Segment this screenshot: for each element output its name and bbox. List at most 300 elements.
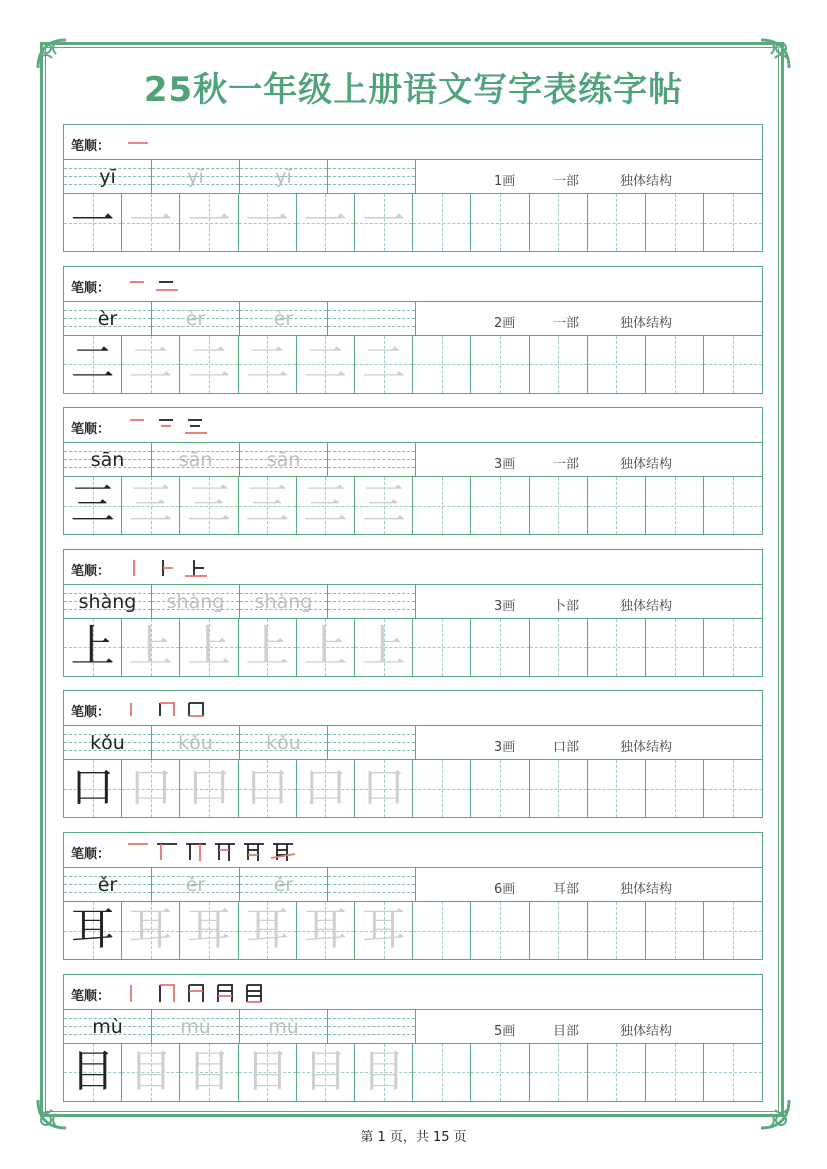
structure-text: 独体结构 [620, 315, 673, 331]
pinyin-guide-line [328, 467, 415, 468]
radical-text: 口部 [553, 740, 580, 756]
model-character: 耳 [70, 904, 115, 955]
radical-text: 卜部 [553, 598, 580, 614]
writing-cell[interactable] [297, 477, 355, 534]
pinyin-guide-line [328, 168, 415, 169]
grid-guide-horizontal [530, 364, 587, 365]
pinyin-cell [152, 585, 240, 618]
pinyin-row [64, 160, 762, 194]
writing-cell[interactable] [64, 902, 122, 959]
stroke-step-icon [124, 131, 152, 155]
grid-guide-horizontal [704, 1072, 762, 1073]
trace-character: 三 [245, 479, 290, 531]
writing-cell[interactable] [180, 902, 238, 959]
writing-cell[interactable] [530, 760, 588, 817]
pinyin-guide-line [328, 1034, 415, 1035]
grid-guide-horizontal [471, 647, 528, 648]
writing-cell[interactable] [355, 194, 413, 251]
pinyin-cell [328, 1010, 416, 1043]
stroke-count-text: 6画 [494, 882, 516, 897]
writing-cell[interactable] [239, 619, 297, 676]
radical-text: 目部 [553, 1023, 580, 1039]
model-character: 目 [70, 1045, 115, 1097]
writing-cell[interactable] [122, 477, 180, 534]
pinyin-guide-line [328, 734, 415, 735]
pinyin-cell [240, 160, 328, 193]
model-character: 一 [70, 196, 115, 247]
writing-cell[interactable] [471, 336, 529, 393]
pinyin-cell [240, 726, 328, 759]
trace-character: 三 [361, 479, 406, 531]
trace-character: 目 [186, 1045, 231, 1097]
pinyin-guide-line [328, 451, 415, 452]
stroke-order-row [64, 125, 762, 160]
writing-cell[interactable] [355, 336, 413, 393]
grid-guide-horizontal [646, 647, 703, 648]
writing-cell[interactable] [646, 760, 704, 817]
writing-grid-row [64, 619, 762, 676]
writing-cell[interactable] [122, 194, 180, 251]
grid-guide-horizontal [588, 1072, 645, 1073]
pinyin-trace-text: yī [187, 166, 204, 188]
stroke-count-text: 2画 [494, 315, 516, 331]
writing-cell[interactable] [588, 902, 646, 959]
trace-character: 二 [245, 337, 290, 389]
writing-cell[interactable] [704, 336, 762, 393]
stroke-order-label: 笔顺： [71, 847, 111, 862]
stroke-step-icon [153, 839, 181, 863]
stroke-count-text: 3画 [494, 598, 516, 614]
trace-character: 一 [245, 196, 290, 247]
structure-text: 独体结构 [620, 598, 673, 614]
stroke-step-icon [153, 273, 181, 297]
structure-text: 独体结构 [620, 1023, 673, 1039]
trace-character: 口 [245, 762, 290, 814]
writing-cell[interactable] [588, 336, 646, 393]
grid-guide-horizontal [413, 647, 470, 648]
radical-text: 耳部 [553, 882, 580, 897]
pinyin-text: èr [97, 307, 118, 330]
structure-text: 独体结构 [620, 740, 673, 756]
writing-cell[interactable] [413, 194, 471, 251]
grid-guide-horizontal [588, 647, 645, 648]
pinyin-cell [152, 160, 240, 193]
pinyin-cell [152, 302, 240, 335]
writing-cell[interactable] [122, 902, 180, 959]
pinyin-cell [64, 1010, 152, 1043]
grid-guide-horizontal [704, 223, 762, 224]
writing-cell[interactable] [413, 1044, 471, 1101]
pinyin-guide-line [328, 184, 415, 185]
model-character: 口 [70, 762, 115, 814]
trace-character: 一 [128, 196, 173, 247]
model-character: 二 [70, 337, 115, 389]
writing-cell[interactable] [471, 619, 529, 676]
pinyin-trace-text: shàng [166, 590, 225, 613]
grid-guide-horizontal [471, 789, 528, 790]
pinyin-row [64, 726, 762, 760]
pinyin-cell [64, 443, 152, 476]
trace-character: 上 [361, 620, 406, 672]
writing-cell[interactable] [646, 902, 704, 959]
pinyin-text: yī [99, 166, 116, 188]
grid-guide-horizontal [704, 931, 762, 932]
pinyin-cell [328, 302, 416, 335]
pinyin-guide-line [328, 742, 415, 743]
grid-guide-horizontal [530, 789, 587, 790]
structure-text: 独体结构 [620, 457, 673, 473]
grid-guide-horizontal [646, 506, 703, 507]
pinyin-guide-line [328, 884, 415, 885]
trace-character: 目 [128, 1045, 173, 1097]
stroke-order-label: 笔顺： [71, 139, 111, 154]
stroke-step-icon [182, 414, 210, 438]
grid-guide-horizontal [530, 647, 587, 648]
pinyin-cell [64, 302, 152, 335]
pinyin-trace-text: kǒu [178, 732, 213, 755]
stroke-step-icon [153, 414, 181, 438]
trace-character: 上 [303, 620, 348, 672]
grid-guide-horizontal [413, 789, 470, 790]
char-practice-block [63, 832, 763, 960]
writing-cell[interactable] [588, 619, 646, 676]
grid-guide-horizontal [588, 223, 645, 224]
pinyin-trace-text: shàng [254, 590, 313, 613]
pinyin-cell [328, 160, 416, 193]
grid-guide-horizontal [530, 1072, 587, 1073]
writing-cell[interactable] [180, 336, 238, 393]
writing-cell[interactable] [297, 194, 355, 251]
writing-cell[interactable] [64, 760, 122, 817]
writing-cell[interactable] [355, 902, 413, 959]
stroke-step-icon [240, 839, 268, 863]
pinyin-guide-line [328, 176, 415, 177]
char-practice-block [63, 407, 763, 535]
trace-character: 口 [361, 762, 406, 814]
writing-cell[interactable] [471, 902, 529, 959]
stroke-step-icon [269, 839, 297, 863]
pinyin-trace-text: ěr [185, 874, 206, 896]
stroke-order-row [64, 408, 762, 443]
char-practice-block [63, 974, 763, 1102]
writing-cell[interactable] [646, 1044, 704, 1101]
writing-cell[interactable] [64, 477, 122, 534]
writing-cell[interactable] [239, 336, 297, 393]
pinyin-guide-line [328, 310, 415, 311]
grid-guide-horizontal [646, 1072, 703, 1073]
page-footer: 第 1 页，共 15 页 [360, 1130, 467, 1145]
grid-guide-horizontal [471, 506, 528, 507]
pinyin-guide-line [328, 1026, 415, 1027]
trace-character: 上 [128, 620, 173, 672]
writing-cell[interactable] [530, 619, 588, 676]
pinyin-trace-text: yī [275, 166, 292, 188]
writing-cell[interactable] [530, 1044, 588, 1101]
pinyin-cell [64, 160, 152, 193]
grid-guide-horizontal [413, 506, 470, 507]
writing-cell[interactable] [355, 760, 413, 817]
stroke-step-icon [124, 981, 152, 1005]
writing-cell[interactable] [646, 336, 704, 393]
writing-cell[interactable] [413, 336, 471, 393]
writing-cell[interactable] [180, 619, 238, 676]
pinyin-cell [328, 585, 416, 618]
grid-guide-horizontal [530, 223, 587, 224]
writing-cell[interactable] [588, 760, 646, 817]
pinyin-cell [64, 585, 152, 618]
writing-cell[interactable] [588, 194, 646, 251]
stroke-step-icon [153, 697, 181, 721]
pinyin-guide-line [328, 750, 415, 751]
writing-cell[interactable] [180, 477, 238, 534]
grid-guide-horizontal [704, 506, 762, 507]
writing-cell[interactable] [646, 619, 704, 676]
grid-guide-horizontal [646, 789, 703, 790]
radical-text: 一部 [553, 315, 580, 331]
writing-cell[interactable] [355, 477, 413, 534]
trace-character: 口 [128, 762, 173, 814]
radical-text: 一部 [553, 457, 580, 473]
writing-cell[interactable] [413, 760, 471, 817]
writing-grid-row [64, 477, 762, 534]
writing-cell[interactable] [122, 336, 180, 393]
grid-guide-horizontal [413, 1072, 470, 1073]
writing-cell[interactable] [64, 1044, 122, 1101]
stroke-step-icon [124, 697, 152, 721]
pinyin-text: ěr [97, 874, 118, 896]
writing-cell[interactable] [588, 477, 646, 534]
stroke-order-row [64, 833, 762, 868]
pinyin-guide-line [328, 892, 415, 893]
trace-character: 口 [303, 762, 348, 814]
writing-cell[interactable] [355, 619, 413, 676]
pinyin-cell [152, 1010, 240, 1043]
grid-guide-horizontal [471, 931, 528, 932]
pinyin-cell [240, 1010, 328, 1043]
pinyin-trace-text: mù [268, 1015, 299, 1038]
stroke-order-label: 笔顺： [71, 563, 111, 579]
writing-cell[interactable] [704, 194, 762, 251]
pinyin-cell [152, 443, 240, 476]
pinyin-trace-text: mù [180, 1015, 211, 1038]
writing-grid-row [64, 336, 762, 393]
writing-cell[interactable] [530, 477, 588, 534]
model-character: 上 [70, 620, 115, 672]
pinyin-cell [328, 868, 416, 901]
pinyin-guide-line [328, 326, 415, 327]
trace-character: 目 [361, 1045, 406, 1097]
stroke-order-label: 笔顺： [71, 988, 111, 1004]
stroke-step-icon [182, 981, 210, 1005]
stroke-step-icon [240, 981, 268, 1005]
writing-grid-row [64, 1044, 762, 1101]
trace-character: 口 [186, 762, 231, 814]
pinyin-cell [240, 443, 328, 476]
pinyin-text: sān [90, 449, 125, 472]
trace-character: 目 [303, 1045, 348, 1097]
radical-text: 一部 [553, 174, 580, 189]
trace-character: 一 [361, 196, 406, 247]
trace-character: 三 [303, 479, 348, 531]
writing-cell[interactable] [297, 760, 355, 817]
writing-cell[interactable] [297, 1044, 355, 1101]
stroke-count-text: 3画 [494, 740, 516, 756]
pinyin-row [64, 302, 762, 336]
pinyin-cell [240, 868, 328, 901]
trace-character: 目 [245, 1045, 290, 1097]
structure-text: 独体结构 [620, 882, 673, 897]
writing-cell[interactable] [297, 619, 355, 676]
writing-cell[interactable] [588, 1044, 646, 1101]
grid-guide-horizontal [588, 506, 645, 507]
grid-guide-horizontal [413, 223, 470, 224]
grid-guide-horizontal [413, 931, 470, 932]
writing-cell[interactable] [530, 194, 588, 251]
char-practice-block [63, 124, 763, 252]
pinyin-trace-text: èr [185, 307, 206, 330]
stroke-count-text: 1画 [494, 174, 516, 189]
writing-cell[interactable] [180, 760, 238, 817]
writing-cell[interactable] [239, 1044, 297, 1101]
writing-cell[interactable] [122, 760, 180, 817]
writing-cell[interactable] [704, 760, 762, 817]
pinyin-trace-text: sān [266, 449, 301, 472]
stroke-step-icon [211, 839, 239, 863]
stroke-order-row [64, 267, 762, 302]
pinyin-cell [240, 302, 328, 335]
grid-guide-horizontal [646, 364, 703, 365]
writing-cell[interactable] [704, 902, 762, 959]
writing-cell[interactable] [530, 902, 588, 959]
pinyin-row [64, 1010, 762, 1044]
trace-character: 二 [186, 337, 231, 389]
stroke-step-icon [182, 697, 210, 721]
model-character: 三 [70, 479, 115, 531]
writing-cell[interactable] [122, 1044, 180, 1101]
pinyin-row [64, 585, 762, 619]
writing-cell[interactable] [64, 194, 122, 251]
writing-cell[interactable] [297, 902, 355, 959]
pinyin-trace-text: sān [178, 449, 213, 472]
char-practice-block [63, 266, 763, 394]
stroke-step-icon [182, 556, 210, 580]
writing-cell[interactable] [646, 477, 704, 534]
writing-grid-row [64, 760, 762, 817]
pinyin-trace-text: ěr [273, 874, 294, 896]
stroke-step-icon [153, 556, 181, 580]
writing-cell[interactable] [239, 194, 297, 251]
trace-character: 耳 [128, 904, 173, 955]
pinyin-trace-text: èr [273, 307, 294, 330]
trace-character: 一 [303, 196, 348, 247]
pinyin-trace-text: kǒu [266, 732, 301, 755]
grid-guide-horizontal [588, 364, 645, 365]
stroke-order-label: 笔顺： [71, 422, 111, 438]
stroke-step-icon [124, 414, 152, 438]
stroke-count-text: 3画 [494, 457, 516, 473]
pinyin-text: mù [92, 1015, 123, 1038]
pinyin-cell [328, 726, 416, 759]
pinyin-guide-line [328, 601, 415, 602]
trace-character: 二 [361, 337, 406, 389]
grid-guide-horizontal [646, 931, 703, 932]
writing-cell[interactable] [122, 619, 180, 676]
page-title: 25秋一年级上册语文写字表练字帖 [143, 70, 684, 110]
trace-character: 上 [245, 620, 290, 672]
writing-cell[interactable] [239, 477, 297, 534]
writing-cell[interactable] [64, 619, 122, 676]
pinyin-cell [64, 726, 152, 759]
stroke-order-row [64, 691, 762, 726]
pinyin-text: shàng [78, 590, 137, 613]
grid-guide-horizontal [530, 506, 587, 507]
grid-guide-horizontal [588, 789, 645, 790]
writing-cell[interactable] [471, 194, 529, 251]
trace-character: 耳 [245, 904, 290, 955]
writing-cell[interactable] [704, 619, 762, 676]
writing-cell[interactable] [704, 477, 762, 534]
pinyin-guide-line [328, 609, 415, 610]
writing-cell[interactable] [413, 902, 471, 959]
stroke-step-icon [124, 556, 152, 580]
grid-guide-horizontal [471, 364, 528, 365]
stroke-order-row [64, 975, 762, 1010]
writing-grid-row [64, 902, 762, 959]
writing-cell[interactable] [413, 477, 471, 534]
writing-cell[interactable] [471, 477, 529, 534]
trace-character: 二 [303, 337, 348, 389]
grid-guide-horizontal [471, 1072, 528, 1073]
writing-cell[interactable] [471, 1044, 529, 1101]
writing-cell[interactable] [180, 1044, 238, 1101]
grid-guide-horizontal [704, 364, 762, 365]
pinyin-guide-line [328, 318, 415, 319]
pinyin-guide-line [328, 876, 415, 877]
stroke-step-icon [182, 839, 210, 863]
writing-cell[interactable] [530, 336, 588, 393]
writing-cell[interactable] [355, 1044, 413, 1101]
pinyin-cell [240, 585, 328, 618]
writing-grid-row [64, 194, 762, 251]
writing-cell[interactable] [297, 336, 355, 393]
grid-guide-horizontal [530, 931, 587, 932]
writing-cell[interactable] [471, 760, 529, 817]
trace-character: 耳 [303, 904, 348, 955]
grid-guide-horizontal [413, 364, 470, 365]
writing-cell[interactable] [180, 194, 238, 251]
writing-cell[interactable] [413, 619, 471, 676]
trace-character: 耳 [186, 904, 231, 955]
stroke-step-icon [124, 839, 152, 863]
writing-cell[interactable] [64, 336, 122, 393]
writing-cell[interactable] [704, 1044, 762, 1101]
pinyin-cell [64, 868, 152, 901]
writing-cell[interactable] [239, 902, 297, 959]
pinyin-guide-line [328, 459, 415, 460]
grid-guide-horizontal [704, 789, 762, 790]
grid-guide-horizontal [588, 931, 645, 932]
trace-character: 上 [186, 620, 231, 672]
writing-cell[interactable] [646, 194, 704, 251]
trace-character: 三 [128, 479, 173, 531]
stroke-step-icon [153, 981, 181, 1005]
trace-character: 耳 [361, 904, 406, 955]
writing-cell[interactable] [239, 760, 297, 817]
grid-guide-horizontal [471, 223, 528, 224]
trace-character: 一 [186, 196, 231, 247]
pinyin-text: kǒu [90, 732, 125, 755]
pinyin-cell [152, 726, 240, 759]
